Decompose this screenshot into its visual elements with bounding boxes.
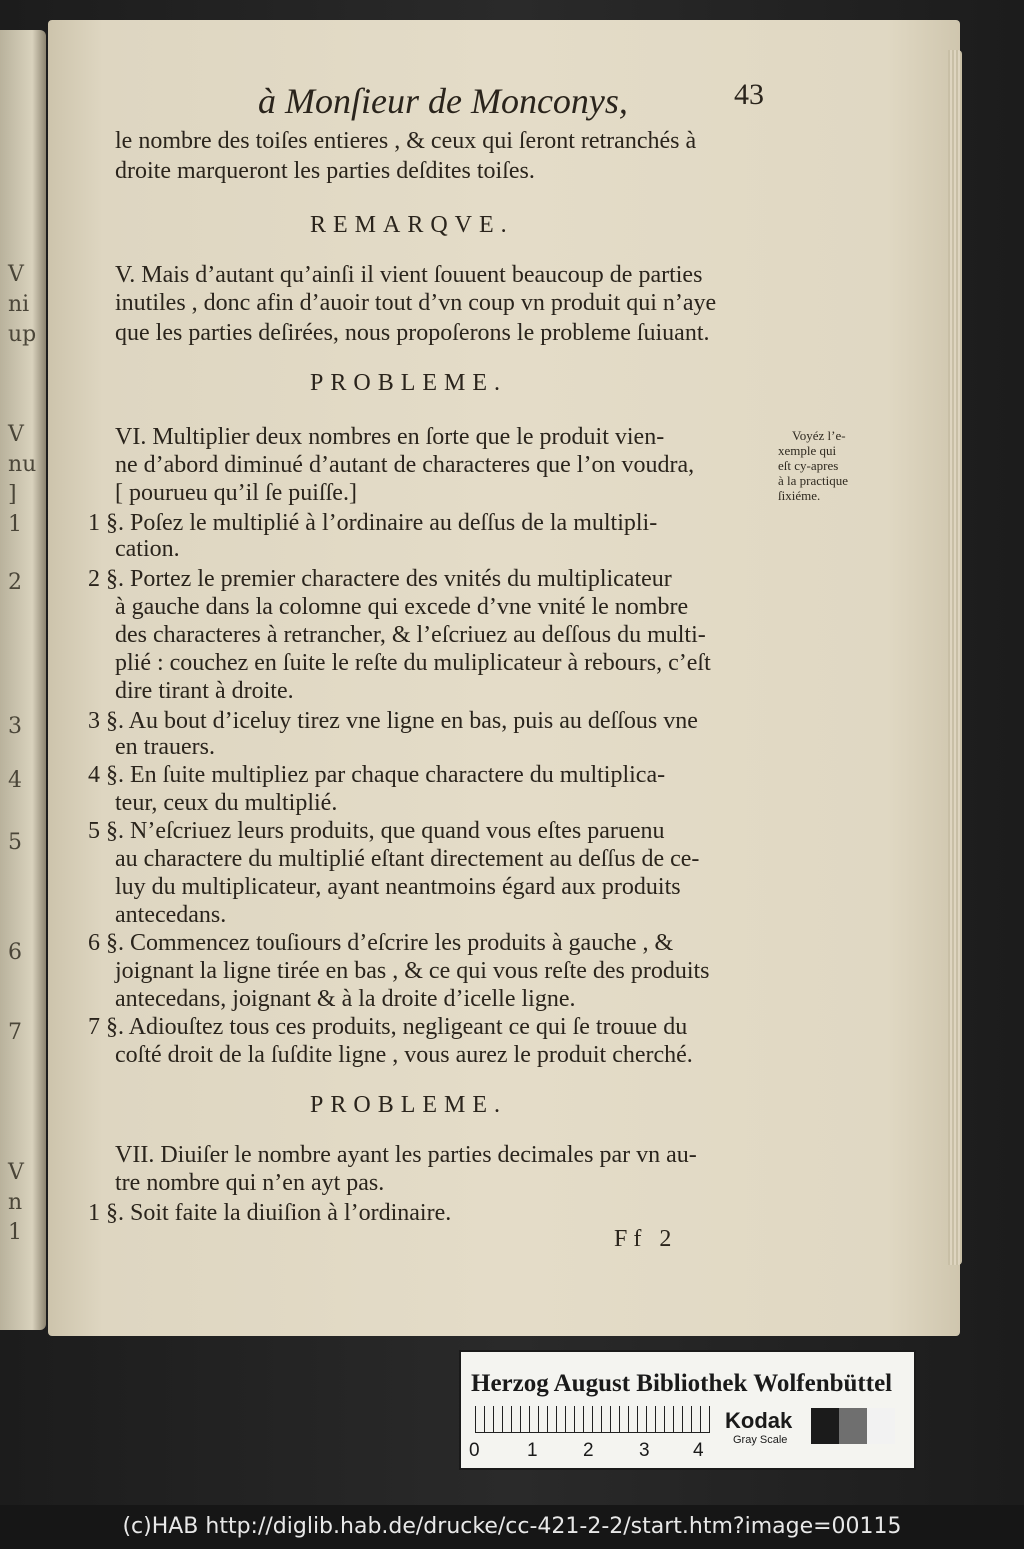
color-target bbox=[459, 1350, 916, 1470]
signature-mark: Ff 2 bbox=[614, 1226, 678, 1252]
margin-note-line: Voyéz l’e- bbox=[792, 428, 846, 443]
left-page-sliver bbox=[0, 30, 46, 1330]
text-line: à gauche dans la colomne qui excede d’vne vnité le nombre bbox=[115, 594, 689, 620]
left-page-fragment: 7 bbox=[8, 1020, 22, 1045]
text-line: luy du multiplicateur, ayant neantmoins égard aux produits bbox=[115, 874, 681, 900]
gray-swatch-dark bbox=[811, 1408, 839, 1444]
gray-swatch-light bbox=[867, 1408, 895, 1444]
scale-number: 4 bbox=[693, 1440, 704, 1461]
text-line: 1 §. Poſez le multiplié à l’ordinaire au deſſus de la multipli- bbox=[88, 510, 658, 536]
left-page-fragment: V bbox=[8, 422, 24, 447]
scale-number: 1 bbox=[527, 1440, 538, 1461]
text-line: [ pourueu qu’il ſe puiſſe.] bbox=[115, 480, 357, 506]
scale-number: 2 bbox=[583, 1440, 594, 1461]
text-line: VI. Multiplier deux nombres en ſorte que le produit vien- bbox=[115, 424, 665, 450]
margin-note-line: xemple qui bbox=[778, 443, 837, 458]
margin-note-line: à la practique bbox=[778, 473, 849, 488]
scale-number: 0 bbox=[469, 1440, 480, 1461]
left-page-fragment: ] bbox=[8, 482, 17, 507]
text-line: cation. bbox=[115, 536, 180, 562]
left-page-fragment: up bbox=[8, 322, 37, 347]
left-page-fragment: 1 bbox=[8, 512, 22, 537]
copyright-caption: (c)HAB http://diglib.hab.de/drucke/cc-421-2-2/start.htm?image=00115 bbox=[122, 1514, 902, 1539]
text-line: droite marqueront les parties deſdites toiſes. bbox=[115, 158, 535, 184]
text-line: dire tirant à droite. bbox=[115, 678, 294, 704]
left-page-fragment: 2 bbox=[8, 570, 22, 595]
text-line: inutiles , donc afin d’auoir tout d’vn coup vn produit qui n’aye bbox=[115, 290, 717, 316]
gray-scale-label: Gray Scale bbox=[733, 1434, 788, 1446]
left-page-fragment: 4 bbox=[8, 768, 22, 793]
text-line: 3 §. Au bout d’iceluy tirez vne ligne en bas, puis au deſſous vne bbox=[88, 708, 698, 734]
left-page-fragment: 3 bbox=[8, 714, 22, 739]
text-line: que les parties deſirées, nous propoſerons le probleme ſuiuant. bbox=[115, 320, 710, 346]
page-edge bbox=[948, 50, 962, 1265]
text-line: joignant la ligne tirée en bas , & ce qui vous reſte des produits bbox=[115, 958, 710, 984]
left-page-fragment: 6 bbox=[8, 940, 22, 965]
left-page-fragment: V bbox=[8, 1160, 24, 1185]
text-line: plié : couchez en ſuite le reſte du muliplicateur à rebours, c’eſt bbox=[115, 650, 711, 676]
left-page-fragment: 5 bbox=[8, 830, 22, 855]
scale-number: 3 bbox=[639, 1440, 650, 1461]
text-line: des characteres à retrancher, & l’eſcriuez au deſſous du multi- bbox=[115, 622, 706, 648]
page-number: 43 bbox=[734, 78, 764, 111]
margin-note-line: ſixiéme. bbox=[778, 488, 821, 503]
running-head: à Monſieur de Monconys, bbox=[258, 81, 628, 121]
text-line: ne d’abord diminué d’autant de characteres que l’on voudra, bbox=[115, 452, 695, 478]
left-page-fragment: 1 bbox=[8, 1220, 22, 1245]
section-heading: REMARQVE. bbox=[310, 212, 514, 238]
text-line: 2 §. Portez le premier charactere des vnités du multiplicateur bbox=[88, 566, 672, 592]
margin-note-line: eſt cy-apres bbox=[778, 458, 839, 473]
text-line: tre nombre qui n’en ayt pas. bbox=[115, 1170, 385, 1196]
text-line: VII. Diuiſer le nombre ayant les parties decimales par vn au- bbox=[115, 1142, 697, 1168]
text-line: 1 §. Soit faite la diuiſion à l’ordinaire. bbox=[88, 1200, 452, 1226]
text-line: au charactere du multiplié eſtant directement au deſſus de ce- bbox=[115, 846, 700, 872]
text-line: 5 §. N’eſcriuez leurs produits, que quand vous eſtes paruenu bbox=[88, 818, 665, 844]
text-line: en trauers. bbox=[115, 734, 215, 760]
text-line: V. Mais d’autant qu’ainſi il vient ſouuent beaucoup de parties bbox=[115, 262, 703, 288]
text-line: antecedans. bbox=[115, 902, 227, 928]
ruler-scale bbox=[475, 1406, 710, 1433]
text-line: teur, ceux du multiplié. bbox=[115, 790, 338, 816]
text-line: 7 §. Adiouſtez tous ces produits, negligeant ce qui ſe trouue du bbox=[88, 1014, 688, 1040]
kodak-brand: Kodak bbox=[725, 1408, 793, 1433]
left-page-fragment: V bbox=[8, 262, 24, 287]
text-line: 6 §. Commencez touſiours d’eſcrire les produits à gauche , & bbox=[88, 930, 674, 956]
left-page-fragment: n bbox=[8, 1190, 23, 1215]
text-line: le nombre des toiſes entieres , & ceux qui ſeront retranchés à bbox=[115, 128, 697, 154]
gray-swatch-mid bbox=[839, 1408, 867, 1444]
text-line: antecedans, joignant & à la droite d’icelle ligne. bbox=[115, 986, 576, 1012]
text-line: 4 §. En ſuite multipliez par chaque charactere du multiplica- bbox=[88, 762, 666, 788]
section-heading: PROBLEME. bbox=[310, 370, 508, 396]
text-line: coſté droit de la ſuſdite ligne , vous aurez le produit cherché. bbox=[115, 1042, 693, 1068]
section-heading: PROBLEME. bbox=[310, 1092, 508, 1118]
left-page-fragment: nu bbox=[8, 452, 37, 477]
library-name: Herzog August Bibliothek Wolfenbüttel bbox=[471, 1370, 893, 1397]
left-page-fragment: ni bbox=[8, 292, 30, 317]
